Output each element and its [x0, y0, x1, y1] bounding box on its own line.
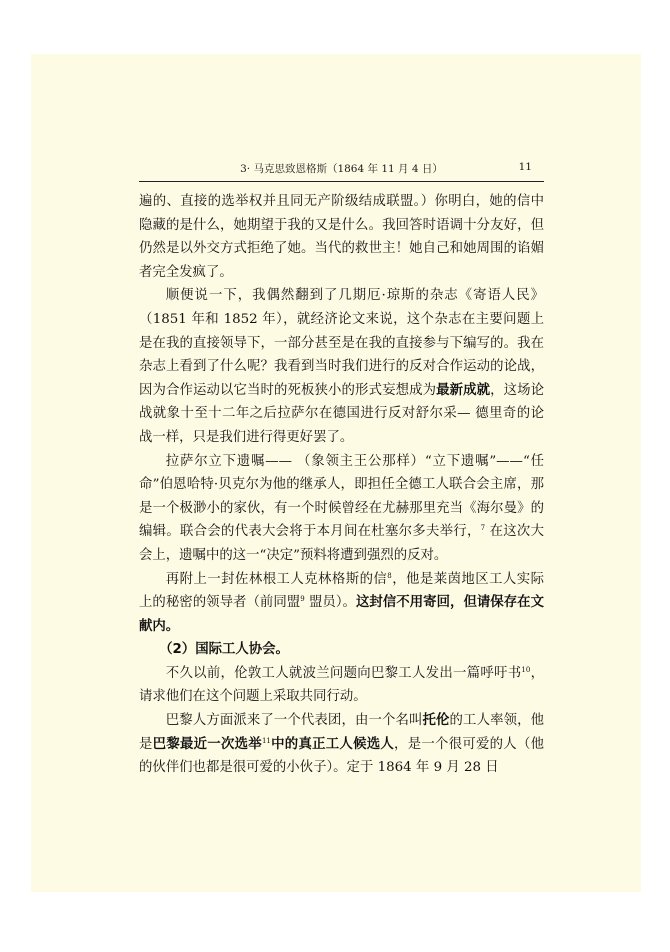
body-text	[139, 190, 544, 780]
text-span: ，是一个很可爱的人（他的伙伴们也都是很可爱的小伙子）。定于 1864 年 9 月 28 日	[139, 736, 545, 776]
bold-text: 中的真正工人候选人	[270, 736, 395, 752]
text-span: 拉萨尔立下遗嘱—— （象领主王公那样）“立下遗嘱”——“任命”伯恩哈特·贝克尔为他的继承人，即担任全德工人联合会主席，那是一个极渺小的家伙，有一个时候曾经在尤赫那里充当《海尔曼》的编辑。联合会的代表大会将于本月间在杜塞尔多夫举行，	[139, 453, 544, 540]
bold-text: 这封信不用寄回，但请保存在文献内。	[139, 595, 544, 634]
paragraph-lassalle-will	[139, 450, 544, 568]
paragraph-polish-appeal	[139, 662, 544, 709]
bold-text: 托伦	[422, 713, 450, 729]
footnote-ref: 9	[300, 595, 305, 604]
text-span: 顺便说一下，我偶然翻到了几期厄·琼斯的杂志《寄语人民》（1851 年和 1852 年），就经济论文来说，这个杂志在主要问题上是在我的直接领导下，一部分甚至是在我的直接参与下编写的。我在杂志上看到了什么呢？我看到当时我们进行的反对合作运动的论战，因为合作运动以它当时的死板狭小的形式妄想成为	[139, 288, 544, 398]
running-title: 3· 马克思致恩格斯（1864 年 11 月 4 日）	[240, 163, 443, 175]
footnote-ref: 10	[521, 665, 531, 674]
page-number: 11	[518, 161, 532, 173]
text-span: 在这次大会上，遗嘱中的这一“决定”预料将遭到强烈的反对。	[139, 524, 544, 563]
text-span: 不久以前，伦敦工人就波兰问题向巴黎工人发出一篇呼吁书	[165, 665, 522, 681]
section-title: （2）国际工人协会。	[159, 642, 289, 658]
footnote-ref: 7	[480, 524, 486, 533]
text-span: 再附上一封佐林根工人克林格斯的信	[165, 571, 388, 587]
header-rule	[139, 181, 544, 182]
text-span: 盟员）。	[304, 595, 356, 611]
section-heading	[139, 638, 544, 662]
paragraph-paris-delegation	[139, 709, 544, 780]
paragraph-continuation: 遍的、直接的选举权并且同无产阶级结成联盟。）你明白，她的信中隐藏的是什么，她期望于我的又是什么。我回答时语调十分友好，但仍然是以外交方式拒绝了她。当代的救世主！她自己和她周围的谄媚者完全发疯了。	[139, 194, 544, 280]
paragraph-klings-letter	[139, 568, 544, 639]
footnote-ref: 8	[387, 571, 392, 580]
bold-text: 巴黎最近一次选举	[152, 736, 262, 752]
text-span: 巴黎人方面派来了一个代表团，由一个名叫	[165, 713, 423, 729]
bold-text: 最新成就	[436, 382, 491, 398]
paragraph-jones-magazine	[139, 284, 544, 449]
text-span: ，他是莱茵地区工人实际上的秘密的领导者（前同盟	[139, 571, 545, 611]
text-span: 的工人率领，他是	[139, 713, 545, 752]
running-header	[139, 161, 544, 181]
text-span: ，请求他们在这个问题上采取共同行动。	[139, 665, 545, 705]
footnote-ref: 11	[261, 736, 271, 745]
text-span: ，这场论战就象十至十二年之后拉萨尔在德国进行反对舒尔采— 德里奇的论战一样，只是我们进行得更好罢了。	[139, 382, 545, 445]
